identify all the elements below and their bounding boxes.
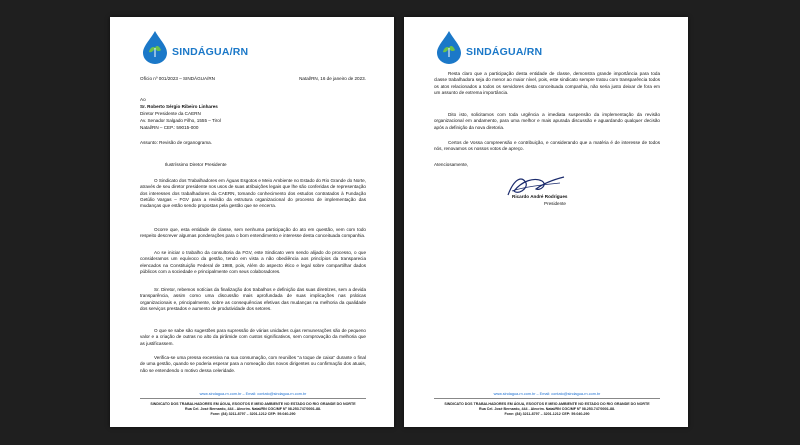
paragraph: Verifica-se uma pressa excessiva na sua consumação, com reuniões "a toque de caixa" durante o final de uma gestão, quando se poderia esperar para a nomeação dos novos dirigentes ou confirmação dos atuais, não se entendendo o motivo dessa celeridade. bbox=[140, 355, 366, 373]
footer-line: Rua Cel. José Bernardo, 444 - Alecrim. Natal/RN CGC/MF Nº 08.253.747/0001-88. bbox=[184, 407, 321, 411]
water-drop-logo-icon bbox=[140, 30, 170, 64]
letter-subject: Assunto: Revisão de organograma. bbox=[140, 140, 213, 145]
signer-role: Presidente bbox=[544, 201, 566, 206]
paragraph: Ao se iniciar o trabalho da consultoria da FGV, este Sindicato vem sendo alijado do processo, o que consideramos um equívoco da gestão, tendo em vista a não obediência aos princípios da transparecia elencados na Constituição Federal de 1988, pois, Além do aspecto ético e legal sobre compartilhar dados públicos com a sociedade e principalmente com seus colaboradores. bbox=[140, 250, 366, 274]
document-page-1 bbox=[110, 17, 394, 427]
footer-line: Rua Cel. José Bernardo, 444 - Alecrim. Natal/RN CGC/MF Nº 08.253.747/0001-88. bbox=[478, 407, 615, 411]
footer-line: SINDICATO DOS TRABALHADORES EM ÁGUA, ESGOTOS E MEIO AMBIENTE NO ESTADO DO RIO GRANDE DO NORTE bbox=[150, 402, 356, 406]
paragraph: O Sindicato dos Trabalhadores em Águas Esgotos e Meio Ambiente no Estado do Rio Grande do Norte, através de seu diretor presidente nos usos de suas atribuições legais que lhe são conferidas de representação dos interesses dos trabalhadores da CAERN, tomando conhecimento dos estudos contratados à Fundação Getúlio Vargas – FGV para a revisão da estrutura organizacional do processo de implementação das mudanças que estão sendo propostas pela gestão que se encerra. bbox=[140, 178, 366, 209]
recipient-city: Natal/RN – CEP.: 59015-000 bbox=[140, 125, 199, 130]
sindagua-logo bbox=[434, 30, 542, 64]
letter-closing: Atenciosamente, bbox=[434, 162, 469, 167]
paragraph: Resta claro que a participação desta entidade de classe, demonstra grande importância para toda classe trabalhadora seja do menor ao maior nível, pois, este sindicato sempre tratou com transparência todos os atos relacionados a todos os servidores desta conceituada companhia, não seria justo deixar de fora em um assunto de extrema importância. bbox=[434, 71, 660, 95]
letter-greeting: Ilustríssimo Diretor Presidente bbox=[165, 162, 227, 167]
letter-date: Natal/RN, 16 de janeiro de 2023. bbox=[299, 76, 366, 81]
water-drop-logo-icon bbox=[434, 30, 464, 64]
paragraph: Certos de Vossa compreensão e contribuição, e considerando que a matéria é de interesse de todos nós, renovamos os nossos votos de apreço. bbox=[434, 140, 660, 152]
paragraph: Ocorre que, esta entidade de classe, sem nenhuma participação do ato em questão, vem com todo respeito descrever algumas ponderações para o bom entendimento e interesse desta conceituada companhia. bbox=[140, 227, 366, 239]
brand-name: SINDÁGUA/RN bbox=[172, 46, 249, 58]
footer-line: Fone: (84) 3211-8797 – 3201-1212 CEP: 59.040-290 bbox=[210, 412, 296, 416]
footer-line: SINDICATO DOS TRABALHADORES EM ÁGUA, ESGOTOS E MEIO AMBIENTE NO ESTADO DO RIO GRANDE DO NORTE bbox=[444, 402, 650, 406]
recipient-prefix: Ao bbox=[140, 97, 146, 102]
brand-name: SINDÁGUA/RN bbox=[466, 46, 543, 58]
recipient-name: Sr. Roberto Sérgio Ribeiro Linhares bbox=[140, 104, 218, 109]
letter-footer bbox=[434, 392, 660, 417]
signer-name: Ricardo André Rodrigues bbox=[512, 194, 568, 199]
paragraph: O que se sabe são sugestões para supressão de várias unidades cujas remunerações são de pequeno valor e a criação de outras no alto da pirâmide com custos significativos, sem comprovação da melhoria que as justificassem. bbox=[140, 328, 366, 346]
footer-site: www.sindagua-rn.com.br – Email: contato@sindagua-rn.com.br bbox=[493, 392, 601, 396]
footer-site: www.sindagua-rn.com.br – Email: contato@sindagua-rn.com.br bbox=[199, 392, 307, 396]
oficio-number: Ofício nº 001/2023 – SINDÁGUA/RN bbox=[140, 76, 215, 81]
sindagua-logo bbox=[140, 30, 248, 64]
document-page-2 bbox=[404, 17, 688, 427]
paragraph: Dito isto, solicitamos com toda urgência a imediata suspensão da implementação da revisão organizacional em andamento, para uma melhor e mais apurada discussão e aguardando qualquer decisão após a definição da nova diretoria. bbox=[434, 112, 660, 130]
recipient-address: Av. Senador Salgado Filho, 1555 – Tirol bbox=[140, 118, 221, 123]
paragraph: Sr. Diretor, rebemos notícias da finalização dos trabalhos e definição das suas diretrizes, sem a devida transparência, assim como uma discussão mais aprofundada de suas implicações nas práticas organizacionais e, principalmente, sobre as consequências efetivas das mudanças na melhoria da qualidade dos serviços prestados e aumento de produtividade dos setores. bbox=[140, 287, 366, 311]
footer-line: Fone: (84) 3211-8797 – 3201-1212 CEP: 59.040-290 bbox=[504, 412, 590, 416]
recipient-role: Diretor Presidente da CAERN bbox=[140, 111, 201, 116]
letter-footer bbox=[140, 392, 366, 417]
